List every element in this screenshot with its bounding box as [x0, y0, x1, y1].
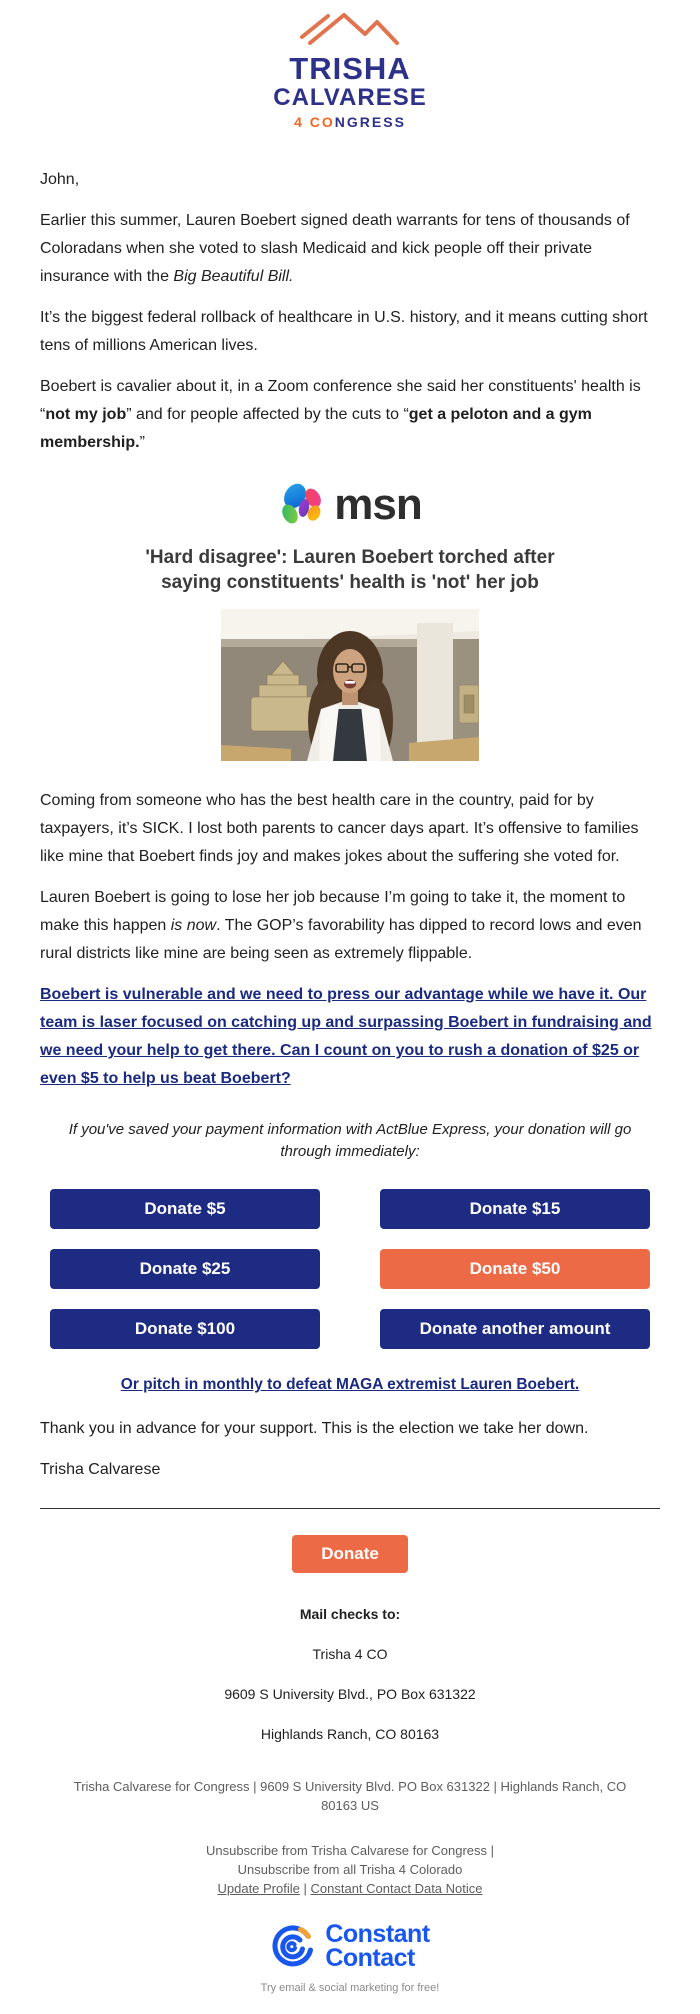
- donate-100-button[interactable]: Donate $100: [50, 1309, 320, 1349]
- donate-25-button[interactable]: Donate $25: [50, 1249, 320, 1289]
- paragraph-thanks: Thank you in advance for your support. This is the election we take her down.: [40, 1420, 589, 1437]
- mail-checks-city: Highlands Ranch, CO 80163: [260, 1726, 440, 1742]
- article-headline: [40, 545, 660, 595]
- boebert-video-still[interactable]: [40, 609, 660, 761]
- update-profile-link[interactable]: Update Profile: [217, 1881, 300, 1896]
- mail-checks-section: [40, 1605, 660, 1743]
- msn-article-embed: [40, 477, 660, 761]
- cavalier-text-a: Boebert is cavalier about it, in a Zoom conference she said her constituents' health is “: [40, 378, 641, 423]
- donate-another-amount-button[interactable]: Donate another amount: [380, 1309, 650, 1349]
- paragraph-flippable: [40, 884, 660, 968]
- donate-button-grid: [40, 1189, 660, 1349]
- paragraph-rollback: It’s the biggest federal rollback of healthcare in U.S. history, and it means cutting short tens of millions American lives.: [40, 309, 648, 354]
- data-notice-link[interactable]: Constant Contact Data Notice: [310, 1881, 483, 1896]
- actblue-express-note: If you've saved your payment information with ActBlue Express, your donation will go through immediately:: [68, 1121, 632, 1160]
- fundraising-appeal-link[interactable]: Boebert is vulnerable and we need to press our advantage while we have it. Our team is laser focused on catching up and surpassing Boebert in fundraising and we need your help to get there. Can I count on you to rush a donation of $25 or even $5 to help us beat Boebert?: [40, 986, 652, 1087]
- tagline-orange-part: 4 CO: [294, 114, 335, 130]
- not-my-job-quote: not my job: [45, 406, 127, 423]
- divider: [40, 1508, 660, 1509]
- sender-address: Trisha Calvarese for Congress | 9609 S University Blvd. PO Box 631322 | Highlands Ranch, CO 80163 US: [73, 1779, 627, 1813]
- flippable-text-b: . The GOP’s favorability has dipped to record lows and even rural districts like mine are being seen as extremely flippable.: [40, 917, 642, 962]
- campaign-logo: [0, 0, 700, 132]
- paragraph-sick: Coming from someone who has the best health care in the country, paid for by taxpayers, it’s SICK. I lost both parents to cancer days apart. It’s offensive to families like mine that Boebert finds joy and makes jokes about the suffering she voted for.: [40, 792, 639, 865]
- constant-contact-wordmark: [325, 1922, 429, 1970]
- donate-50-button[interactable]: Donate $50: [380, 1249, 650, 1289]
- cc-wordmark-line1: Constant: [325, 1920, 430, 1948]
- constant-contact-mark-icon: [270, 1923, 316, 1969]
- donate-button[interactable]: Donate: [292, 1535, 408, 1573]
- donate-5-button[interactable]: Donate $5: [50, 1189, 320, 1229]
- constant-contact-logo[interactable]: [0, 1922, 700, 1970]
- cc-wordmark-line2: Contact: [325, 1944, 415, 1972]
- mail-checks-heading: Mail checks to:: [299, 1606, 401, 1622]
- paragraph-medicaid: [40, 207, 660, 291]
- email-footer: [0, 1777, 700, 2014]
- footer-links-separator: |: [303, 1881, 307, 1896]
- msn-butterfly-icon: [278, 483, 326, 527]
- peloton-quote: get a peloton and a gym membership.: [40, 406, 592, 451]
- donate-cta-wrap: [40, 1535, 660, 1573]
- paragraph-medicaid-text: Earlier this summer, Lauren Boebert signed death warrants for tens of thousands of Coloradans when she voted to slash Medicaid and kick people off their private insurance with the: [40, 212, 630, 285]
- unsubscribe-campaign-link[interactable]: Unsubscribe from Trisha Calvarese for Congress |: [205, 1843, 495, 1858]
- mail-checks-street: 9609 S University Blvd., PO Box 631322: [224, 1686, 476, 1702]
- mail-checks-name: Trisha 4 CO: [312, 1646, 388, 1662]
- cavalier-text-b: ” and for people affected by the cuts to “: [126, 406, 409, 423]
- article-headline-line2: saying constituents' health is 'not' her job: [161, 572, 539, 593]
- donate-15-button[interactable]: Donate $15: [380, 1189, 650, 1229]
- tagline-navy-part: NGRESS: [334, 114, 406, 130]
- letter-content: [0, 166, 700, 1743]
- article-headline-line1: 'Hard disagree': Lauren Boebert torched after: [145, 547, 555, 568]
- msn-logo: [40, 477, 660, 533]
- campaign-tagline: [0, 112, 700, 132]
- is-now-italic: is now: [170, 917, 217, 934]
- signature: Trisha Calvarese: [40, 1461, 161, 1478]
- cavalier-text-c: ”: [139, 434, 145, 451]
- flippable-text-a: Lauren Boebert is going to lose her job because I’m going to take it, the moment to make this happen: [40, 889, 626, 934]
- big-beautiful-bill-italic: Big Beautiful Bill.: [173, 268, 294, 285]
- paragraph-cavalier: [40, 373, 660, 457]
- footer-links-row: [0, 1879, 700, 1898]
- mountain-logo-icon: [294, 8, 406, 46]
- candidate-last-name: CALVARESE: [273, 84, 427, 111]
- monthly-donation-link[interactable]: Or pitch in monthly to defeat MAGA extremist Lauren Boebert.: [120, 1376, 580, 1393]
- candidate-first-name: TRISHA: [289, 51, 411, 86]
- greeting: John,: [40, 171, 80, 188]
- unsubscribe-block: [0, 1841, 700, 1898]
- msn-wordmark: msn: [334, 480, 422, 529]
- constant-contact-tagline: Try email & social marketing for free!: [260, 1982, 440, 1994]
- unsubscribe-all-link[interactable]: Unsubscribe from all Trisha 4 Colorado: [237, 1862, 463, 1877]
